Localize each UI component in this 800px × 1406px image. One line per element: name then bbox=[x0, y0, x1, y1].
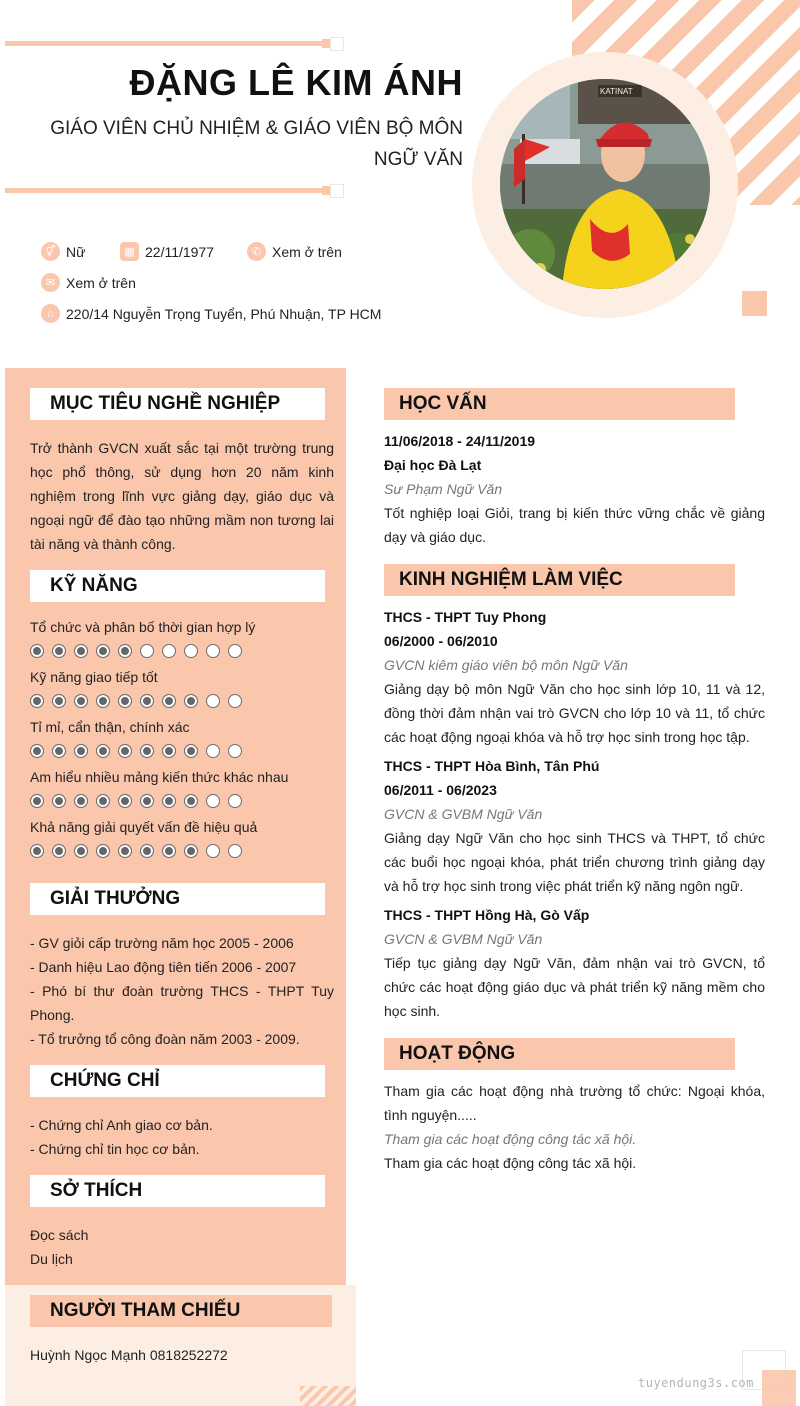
certificate-item: - Chứng chỉ Anh giao cơ bản. bbox=[30, 1117, 213, 1133]
rating-dot-filled bbox=[162, 794, 176, 808]
job-desc: Giảng dạy Ngữ Văn cho học sinh THCS và THPT, tổ chức các buổi học ngoại khóa, phát triển chương trình giảng dạy và hỗ trợ học sinh trong việc phát triển kỹ năng ngôn ngữ. bbox=[384, 830, 765, 894]
hobbies-heading: SỞ THÍCH bbox=[30, 1175, 325, 1207]
rating-dot-empty bbox=[206, 644, 220, 658]
rating-dot-empty bbox=[228, 694, 242, 708]
skill-rating bbox=[30, 794, 250, 808]
education-desc: Tốt nghiệp loại Giỏi, trang bị kiến thức vững chắc về giảng dạy và giáo dục. bbox=[384, 505, 765, 545]
rating-dot-filled bbox=[96, 694, 110, 708]
rating-dot-filled bbox=[96, 844, 110, 858]
hobby-item: Du lịch bbox=[30, 1251, 73, 1267]
skill-rating bbox=[30, 644, 250, 658]
rating-dot-filled bbox=[118, 694, 132, 708]
decorative-box-filled bbox=[762, 1370, 796, 1406]
award-item: - GV giỏi cấp trường năm học 2005 - 2006 bbox=[30, 935, 294, 951]
skill-rating bbox=[30, 844, 250, 858]
rating-dot-filled bbox=[162, 694, 176, 708]
objective-text: Trở thành GVCN xuất sắc tại một trường trung học phổ thông, sử dụng hơn 20 năm kinh nghiệm trong lĩnh vực giảng dạy, giáo dục và ngoại ngữ để đào tạo những mầm non tương lai tài năng và thành công. bbox=[30, 440, 334, 552]
avatar-photo bbox=[500, 79, 710, 289]
rating-dot-filled bbox=[118, 794, 132, 808]
activities-line: Tham gia các hoạt động nhà trường tổ chức: Ngoại khóa, tình nguyện..... bbox=[384, 1083, 765, 1123]
rating-dot-filled bbox=[30, 644, 44, 658]
info-email bbox=[41, 273, 136, 292]
decorative-line-bottom bbox=[5, 188, 330, 193]
job-company: THCS - THPT Hòa Bình, Tân Phú bbox=[384, 758, 600, 774]
rating-dot-filled bbox=[96, 794, 110, 808]
activities-line-italic: Tham gia các hoạt động công tác xã hội. bbox=[384, 1131, 637, 1147]
gender-icon: ⚥ bbox=[41, 242, 60, 261]
rating-dot-filled bbox=[118, 844, 132, 858]
rating-dot-empty bbox=[228, 744, 242, 758]
job-desc: Giảng dạy bộ môn Ngữ Văn cho học sinh lớp 10, 11 và 12, đồng thời đảm nhận vai trò GVCN cho lớp 10 và 11, tổ chức các hoạt động ngoại khóa và hỗ trợ học sinh trong học tập. bbox=[384, 681, 765, 745]
awards-list bbox=[30, 931, 334, 1051]
job-position: GVCN & GVBM Ngữ Văn bbox=[384, 931, 543, 947]
info-address bbox=[41, 304, 381, 323]
award-item: - Phó bí thư đoàn trường THCS - THPT Tuy Phong. bbox=[30, 983, 334, 1023]
rating-dot-empty bbox=[162, 644, 176, 658]
rating-dot-filled bbox=[30, 844, 44, 858]
job-company: THCS - THPT Tuy Phong bbox=[384, 609, 547, 625]
decorative-line-top bbox=[5, 41, 330, 46]
skill-rating bbox=[30, 744, 250, 758]
education-heading: HỌC VẤN bbox=[384, 388, 735, 420]
info-gender-value: Nữ bbox=[66, 243, 86, 260]
hobbies-list bbox=[30, 1223, 334, 1271]
rating-dot-filled bbox=[30, 694, 44, 708]
references-text: Huỳnh Ngọc Mạnh 0818252272 bbox=[30, 1347, 228, 1363]
activities-heading: HOẠT ĐỘNG bbox=[384, 1038, 735, 1070]
rating-dot-filled bbox=[74, 694, 88, 708]
rating-dot-empty bbox=[206, 844, 220, 858]
decorative-line-cap bbox=[322, 39, 330, 48]
rating-dot-filled bbox=[52, 644, 66, 658]
candidate-name: ĐẶNG LÊ KIM ÁNH bbox=[129, 62, 463, 103]
rating-dot-empty bbox=[228, 644, 242, 658]
job-position: GVCN kiêm giáo viên bộ môn Ngữ Văn bbox=[384, 657, 628, 673]
rating-dot-empty bbox=[206, 694, 220, 708]
svg-text:KATINAT: KATINAT bbox=[600, 87, 633, 96]
job-period: 06/2000 - 06/2010 bbox=[384, 633, 498, 649]
email-icon: ✉ bbox=[41, 273, 60, 292]
skill-name: Khả năng giải quyết vấn đề hiệu quả bbox=[30, 819, 258, 835]
awards-heading: GIẢI THƯỞNG bbox=[30, 883, 325, 915]
home-icon: ⌂ bbox=[41, 304, 60, 323]
skill-name: Kỹ năng giao tiếp tốt bbox=[30, 669, 158, 685]
activities-line: Tham gia các hoạt động công tác xã hội. bbox=[384, 1155, 637, 1171]
rating-dot-filled bbox=[96, 644, 110, 658]
skills-heading: KỸ NĂNG bbox=[30, 570, 325, 602]
rating-dot-empty bbox=[206, 794, 220, 808]
award-item: - Danh hiệu Lao động tiên tiến 2006 - 2007 bbox=[30, 959, 297, 975]
rating-dot-empty bbox=[184, 644, 198, 658]
rating-dot-empty bbox=[228, 794, 242, 808]
certificates-heading: CHỨNG CHỈ bbox=[30, 1065, 325, 1097]
skill-name: Tổ chức và phân bố thời gian hợp lý bbox=[30, 619, 256, 635]
rating-dot-empty bbox=[228, 844, 242, 858]
decorative-line-end bbox=[330, 184, 344, 198]
job-company: THCS - THPT Hồng Hà, Gò Vấp bbox=[384, 907, 590, 923]
rating-dot-empty bbox=[140, 644, 154, 658]
rating-dot-filled bbox=[118, 744, 132, 758]
job-position: GVCN & GVBM Ngữ Văn bbox=[384, 806, 543, 822]
info-address-value: 220/14 Nguyễn Trọng Tuyển, Phú Nhuận, TP HCM bbox=[66, 305, 382, 322]
info-phone bbox=[247, 242, 342, 261]
rating-dot-filled bbox=[184, 794, 198, 808]
rating-dot-filled bbox=[184, 694, 198, 708]
info-phone-value: Xem ở trên bbox=[272, 243, 342, 260]
hobby-item: Đọc sách bbox=[30, 1227, 89, 1243]
rating-dot-filled bbox=[74, 644, 88, 658]
rating-dot-filled bbox=[52, 744, 66, 758]
certificates-list bbox=[30, 1113, 334, 1161]
rating-dot-filled bbox=[74, 744, 88, 758]
rating-dot-filled bbox=[184, 744, 198, 758]
info-gender bbox=[41, 242, 85, 261]
award-item: - Tổ trưởng tổ công đoàn năm 2003 - 2009. bbox=[30, 1031, 300, 1047]
rating-dot-filled bbox=[184, 844, 198, 858]
info-email-value: Xem ở trên bbox=[66, 274, 136, 291]
experience-heading: KINH NGHIỆM LÀM VIỆC bbox=[384, 564, 735, 596]
references-heading: NGƯỜI THAM CHIẾU bbox=[30, 1295, 332, 1327]
rating-dot-filled bbox=[118, 644, 132, 658]
objective-heading: MỤC TIÊU NGHỀ NGHIỆP bbox=[30, 388, 325, 420]
rating-dot-filled bbox=[52, 694, 66, 708]
education-school: Đại học Đà Lạt bbox=[384, 457, 482, 473]
decorative-stripes-bottom bbox=[300, 1386, 356, 1406]
rating-dot-filled bbox=[140, 744, 154, 758]
rating-dot-filled bbox=[140, 694, 154, 708]
info-dob bbox=[120, 242, 214, 261]
skill-name: Tỉ mỉ, cẩn thận, chính xác bbox=[30, 719, 190, 735]
phone-icon: ✆ bbox=[247, 242, 266, 261]
rating-dot-filled bbox=[162, 844, 176, 858]
certificate-item: - Chứng chỉ tin học cơ bản. bbox=[30, 1141, 200, 1157]
rating-dot-filled bbox=[140, 844, 154, 858]
skill-rating bbox=[30, 694, 250, 708]
education-major: Sư Phạm Ngữ Văn bbox=[384, 481, 503, 497]
decorative-line-cap bbox=[322, 186, 330, 195]
skill-name: Am hiểu nhiều mảng kiến thức khác nhau bbox=[30, 769, 289, 785]
decorative-line-end bbox=[330, 37, 344, 51]
education-period: 11/06/2018 - 24/11/2019 bbox=[384, 433, 536, 449]
rating-dot-filled bbox=[52, 794, 66, 808]
job-period: 06/2011 - 06/2023 bbox=[384, 782, 497, 798]
info-dob-value: 22/11/1977 bbox=[145, 243, 215, 260]
job-desc: Tiếp tục giảng dạy Ngữ Văn, đảm nhận vai trò GVCN, tổ chức các hoạt động giáo dục và phát triển kỹ năng mềm cho học sinh. bbox=[384, 955, 765, 1019]
rating-dot-filled bbox=[74, 794, 88, 808]
rating-dot-filled bbox=[52, 844, 66, 858]
rating-dot-filled bbox=[162, 744, 176, 758]
calendar-icon: ▦ bbox=[120, 242, 139, 261]
rating-dot-filled bbox=[30, 794, 44, 808]
rating-dot-empty bbox=[206, 744, 220, 758]
candidate-title: GIÁO VIÊN CHỦ NHIỆM & GIÁO VIÊN BỘ MÔN NGỮ VĂN bbox=[50, 118, 463, 170]
rating-dot-filled bbox=[30, 744, 44, 758]
decorative-square bbox=[742, 291, 767, 316]
rating-dot-filled bbox=[140, 794, 154, 808]
rating-dot-filled bbox=[74, 844, 88, 858]
watermark: tuyendung3s.com bbox=[638, 1376, 754, 1390]
rating-dot-filled bbox=[96, 744, 110, 758]
